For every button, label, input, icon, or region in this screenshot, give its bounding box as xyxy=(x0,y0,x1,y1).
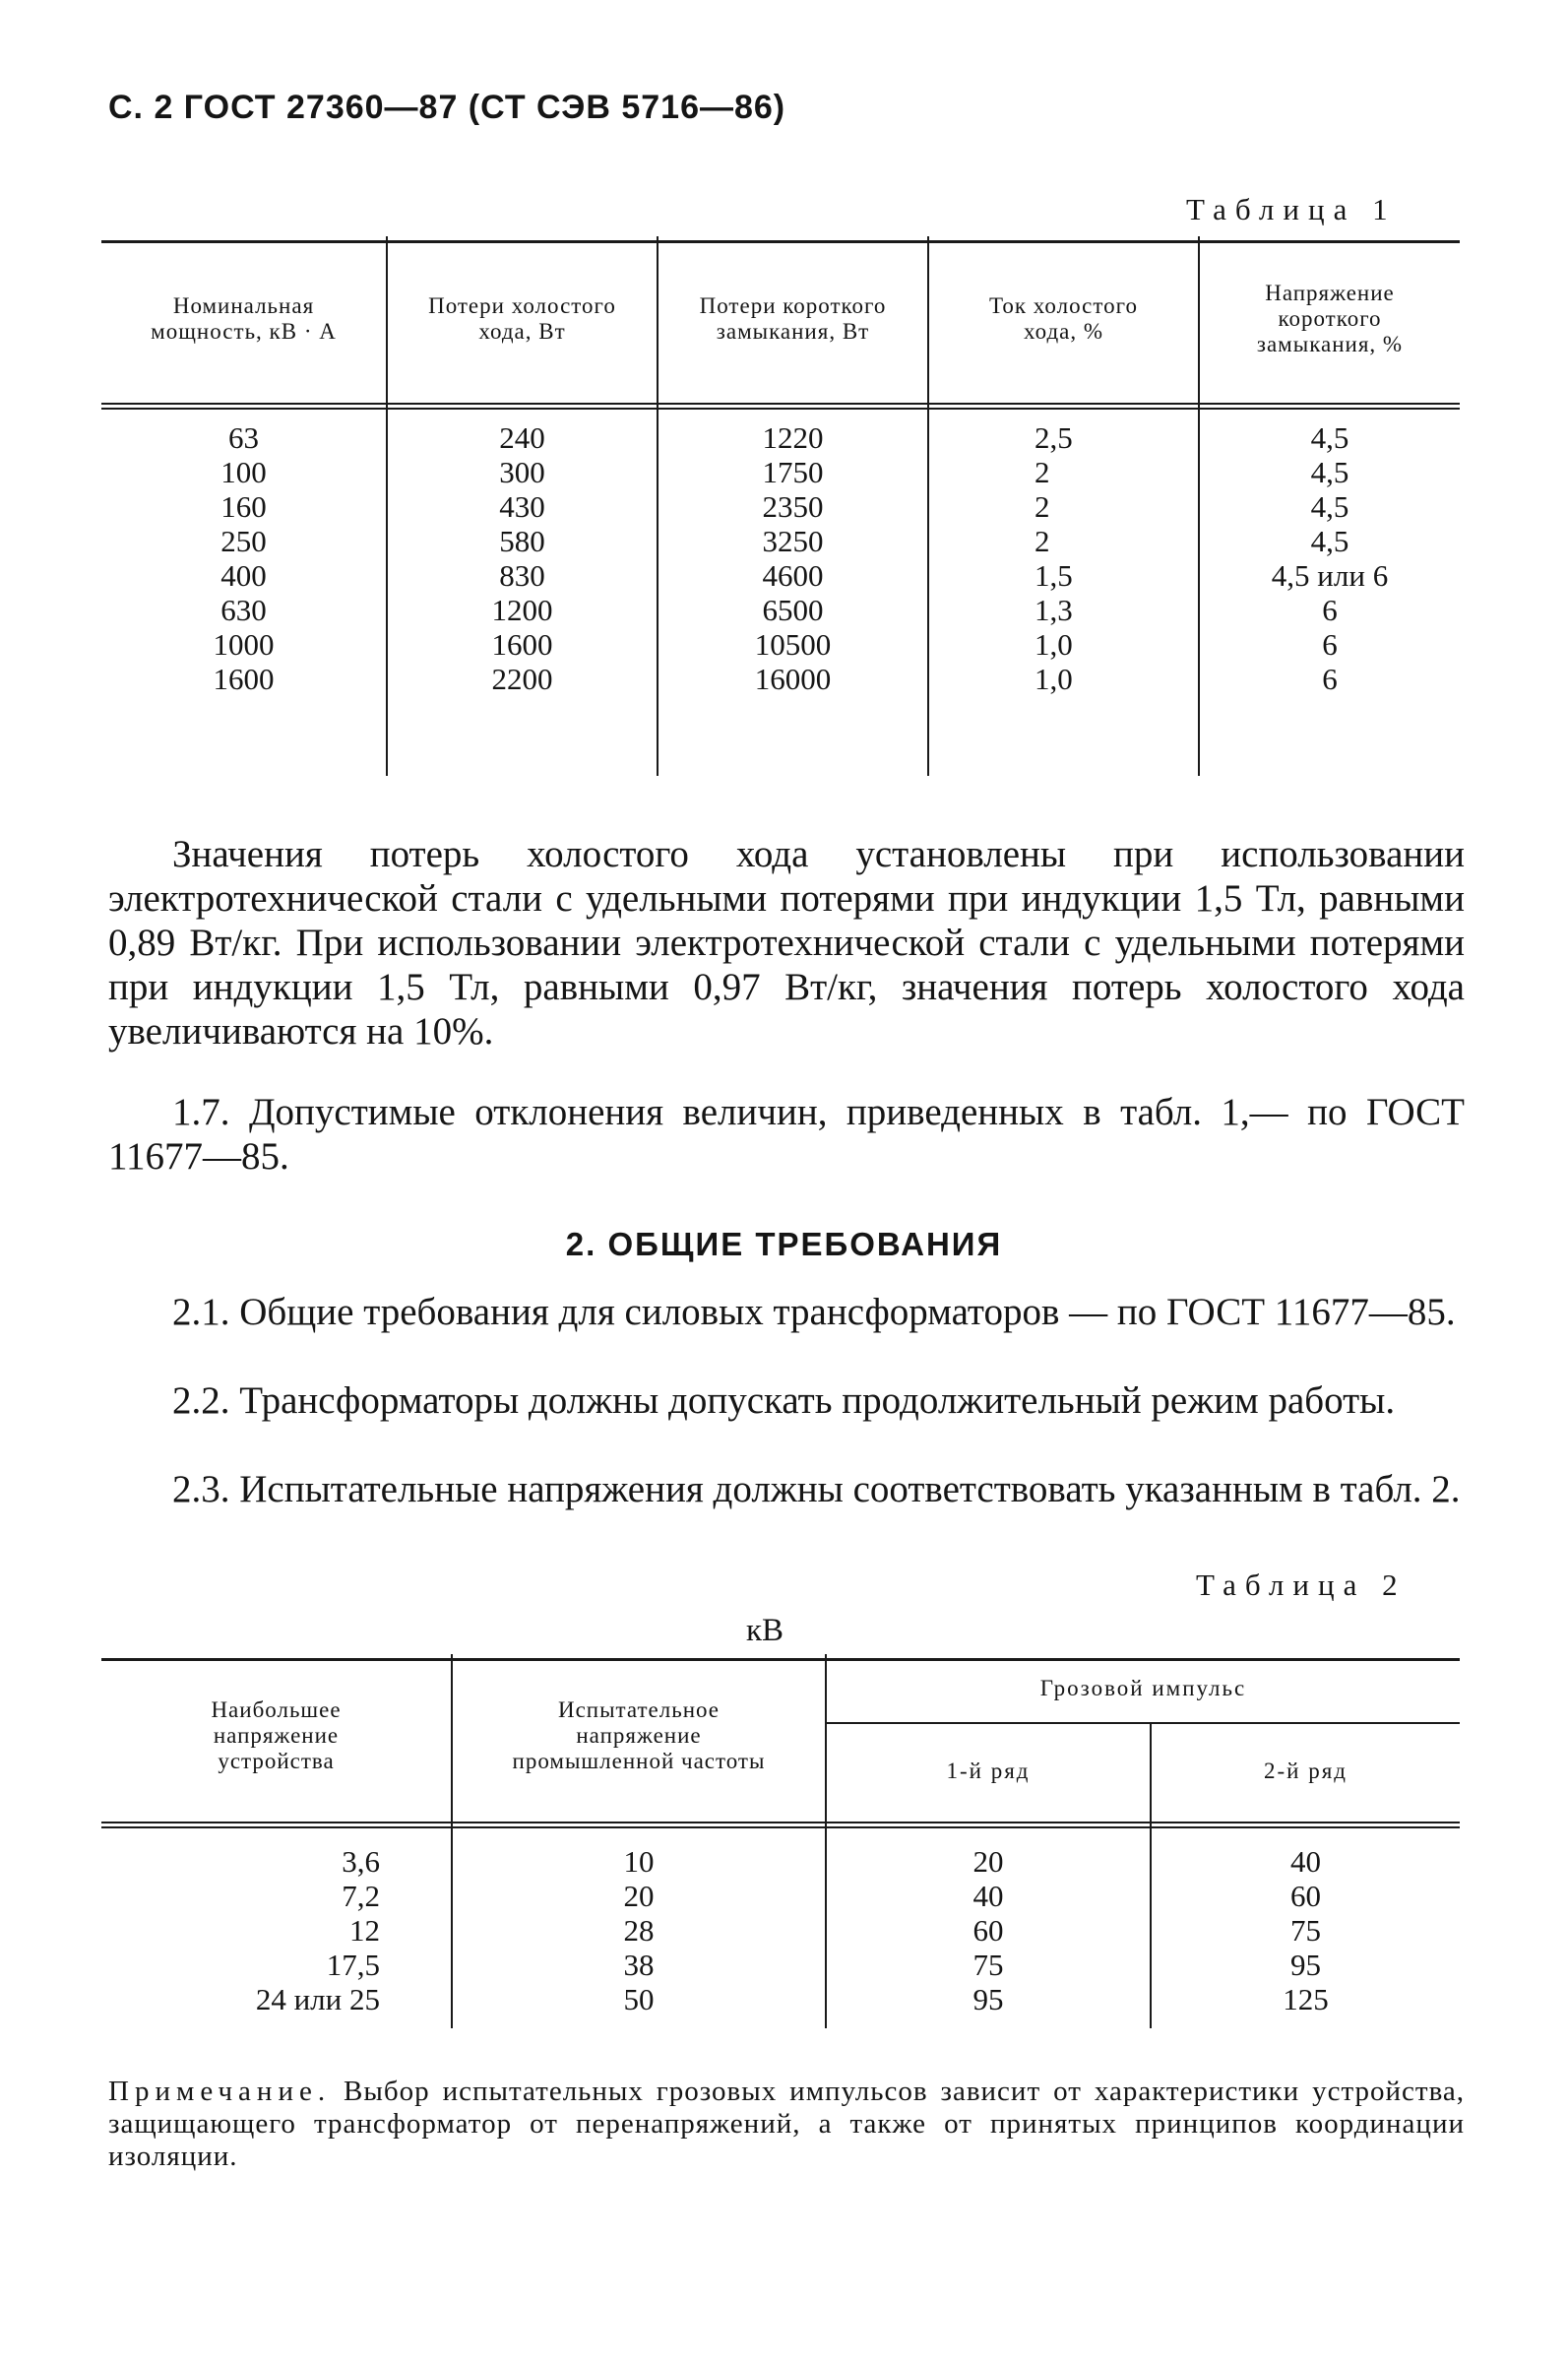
table-cell: 1600 xyxy=(491,627,553,662)
table-cell: 6 xyxy=(1322,662,1338,696)
table-cell: 17,5 xyxy=(326,1948,380,1982)
table1-col-shortcircuit-voltage xyxy=(1199,419,1460,776)
table-cell: 50 xyxy=(623,1982,655,2016)
table-cell: 7,2 xyxy=(342,1879,380,1913)
table-cell: 400 xyxy=(220,558,267,593)
table-cell: 75 xyxy=(1290,1913,1321,1948)
table2-header-test-voltage: Испытательное напряжение промышленной частоты xyxy=(452,1654,826,1818)
table-cell: 1200 xyxy=(491,593,553,627)
table-cell: 1220 xyxy=(762,420,824,455)
table-cell: 38 xyxy=(623,1948,655,1982)
table-cell: 6500 xyxy=(762,593,824,627)
paragraph-2-1: 2.1. Общие требования для силовых трансформаторов — по ГОСТ 11677—85. xyxy=(172,1291,1456,1333)
table-cell: 4600 xyxy=(762,558,824,593)
table-cell: 4,5 или 6 xyxy=(1271,558,1389,593)
paragraph-loss-values: Значения потерь холостого хода установлены при использовании электротехнической стали с удельными потерями при индукции 1,5 Тл, равными 0,89 Вт/кг. При использовании электротехнической стали с удельными потерями при индукции 1,5 Тл, равными 0,97 Вт/кг, значения потерь холостого хода увеличиваются на 10%. xyxy=(108,833,1465,1053)
table-cell: 6 xyxy=(1322,593,1338,627)
table1-col-power xyxy=(101,419,387,776)
table-cell: 160 xyxy=(220,489,267,524)
paragraph-2-2: 2.2. Трансформаторы должны допускать продолжительный режим работы. xyxy=(172,1379,1396,1422)
table1-col-shortcircuit-loss xyxy=(658,419,928,776)
table-cell: 24 или 25 xyxy=(255,1982,380,2016)
table-cell: 10 xyxy=(623,1844,655,1879)
table2-header-max-voltage: Наибольшее напряжение устройства xyxy=(211,1697,342,1773)
table2-note xyxy=(108,2076,1465,2173)
table2-header-impulse: Грозовой импульс xyxy=(826,1654,1460,1723)
note-label: Примечание. xyxy=(108,2076,332,2107)
table-cell: 6 xyxy=(1322,627,1338,662)
table-cell: 95 xyxy=(1290,1948,1321,1982)
table-cell: 1,0 xyxy=(1035,627,1073,662)
table-cell: 250 xyxy=(220,524,267,558)
table-cell: 40 xyxy=(972,1879,1004,1913)
table-cell: 1,5 xyxy=(1035,558,1073,593)
table-cell: 100 xyxy=(220,455,267,489)
table-cell: 580 xyxy=(499,524,545,558)
table-cell: 1750 xyxy=(762,455,824,489)
table-cell: 20 xyxy=(972,1844,1004,1879)
table-cell: 3,6 xyxy=(342,1844,380,1879)
table-cell: 16000 xyxy=(754,662,832,696)
table-cell: 63 xyxy=(228,420,259,455)
note-text: Выбор испытательных грозовых импульсов зависит от характеристики устройства, защищающего трансформатор от перенапряжений, а также от принятых принципов координации изоляции. xyxy=(108,2076,1465,2172)
table2-col-row1 xyxy=(826,1843,1151,2028)
table1 xyxy=(101,236,1460,776)
table-cell: 240 xyxy=(499,420,545,455)
table-cell: 95 xyxy=(972,1982,1004,2016)
table1-header: Напряжение короткого замыкания, % xyxy=(1199,236,1460,402)
paragraph-1-7: 1.7. Допустимые отклонения величин, приведенных в табл. 1,— по ГОСТ 11677—85. xyxy=(108,1091,1465,1178)
table2-unit: кВ xyxy=(746,1613,784,1648)
table2-col-test-voltage xyxy=(452,1843,826,2028)
table2-col-max-voltage xyxy=(101,1843,452,2028)
table-cell: 10500 xyxy=(754,627,832,662)
table-cell: 12 xyxy=(349,1913,380,1948)
table-cell: 1,3 xyxy=(1035,593,1073,627)
table-cell: 4,5 xyxy=(1310,524,1349,558)
table-cell: 28 xyxy=(623,1913,655,1948)
table-cell: 2 xyxy=(1035,524,1050,558)
table-cell: 40 xyxy=(1290,1844,1321,1879)
table-cell: 2 xyxy=(1035,455,1050,489)
table-cell: 3250 xyxy=(762,524,824,558)
table1-header: Ток холостого хода, % xyxy=(928,236,1199,402)
table-cell: 4,5 xyxy=(1310,455,1349,489)
table1-header: Потери короткого замыкания, Вт xyxy=(658,236,928,402)
table-cell: 1000 xyxy=(213,627,275,662)
section-title: 2. ОБЩИЕ ТРЕБОВАНИЯ xyxy=(565,1226,1003,1262)
table1-caption: Таблица 1 xyxy=(1186,192,1397,226)
table2-header-row2: 2-й ряд xyxy=(1151,1723,1460,1818)
table-cell: 4,5 xyxy=(1310,489,1349,524)
table2-col-row2 xyxy=(1151,1843,1460,2028)
table-cell: 630 xyxy=(220,593,267,627)
table-cell: 430 xyxy=(499,489,545,524)
table1-header: Потери холостого хода, Вт xyxy=(387,236,658,402)
table-cell: 75 xyxy=(972,1948,1004,1982)
page-header: С. 2 ГОСТ 27360—87 (СТ СЭВ 5716—86) xyxy=(108,89,786,126)
table-cell: 2200 xyxy=(491,662,553,696)
table1-header: Номинальная мощность, кВ · А xyxy=(151,293,337,344)
table-cell: 60 xyxy=(972,1913,1004,1948)
table-cell: 2,5 xyxy=(1035,420,1073,455)
table-cell: 300 xyxy=(499,455,545,489)
table-cell: 2 xyxy=(1035,489,1050,524)
table-cell: 20 xyxy=(623,1879,655,1913)
paragraph-2-3: 2.3. Испытательные напряжения должны соответствовать указанным в табл. 2. xyxy=(172,1468,1461,1510)
table-cell: 125 xyxy=(1283,1982,1329,2016)
table-cell: 830 xyxy=(499,558,545,593)
table-cell: 2350 xyxy=(762,489,824,524)
table-cell: 1,0 xyxy=(1035,662,1073,696)
table1-col-noload-current xyxy=(928,419,1199,776)
table-cell: 4,5 xyxy=(1310,420,1349,455)
table2 xyxy=(101,1654,1460,2028)
table-cell: 1600 xyxy=(213,662,275,696)
table-cell: 60 xyxy=(1290,1879,1321,1913)
table2-caption: Таблица 2 xyxy=(1196,1567,1407,1602)
table1-col-noload-loss xyxy=(387,419,658,776)
table2-header-row1: 1-й ряд xyxy=(826,1723,1151,1818)
